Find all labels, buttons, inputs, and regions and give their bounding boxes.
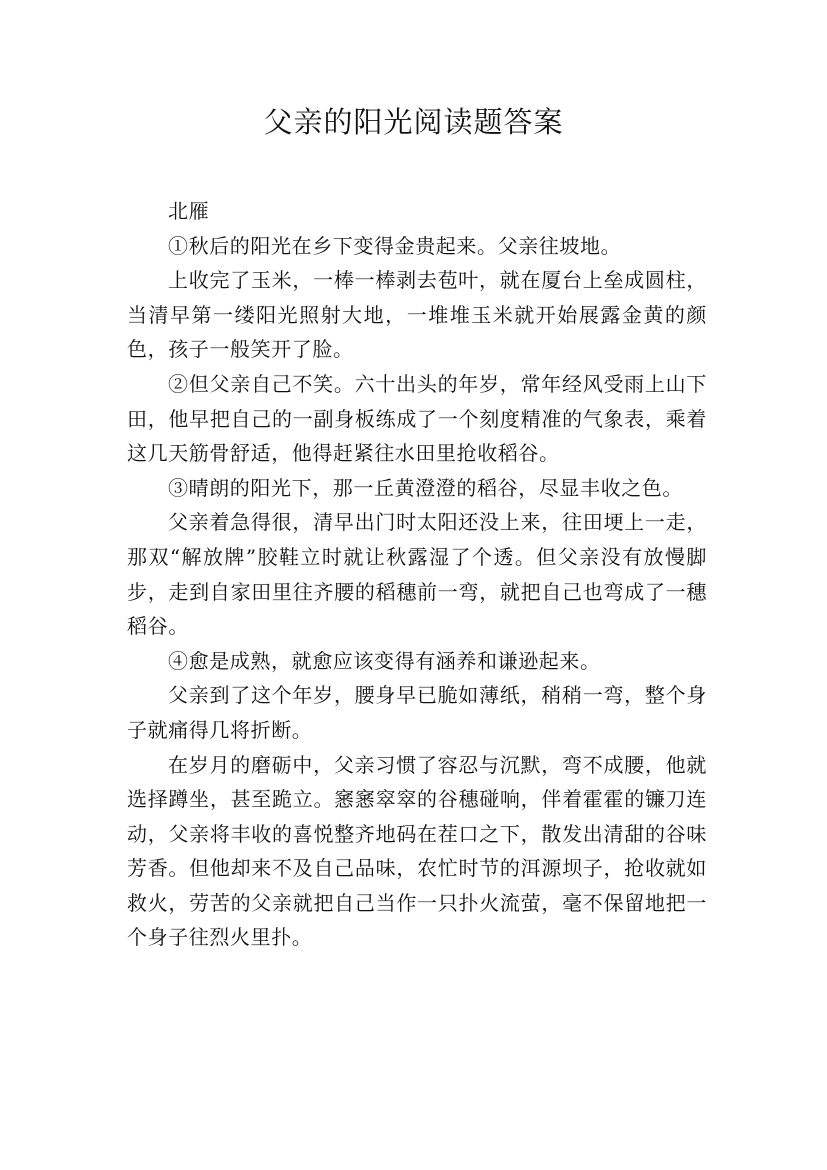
paragraph-8: 在岁月的磨砺中，父亲习惯了容忍与沉默，弯不成腰，他就选择蹲坐，甚至跪立。窸窸窣窣的谷穗碰响，伴着霍霍的镰刀连动，父亲将丰收的喜悦整齐地码在茬口之下，散发出清甜的谷味芳香。但他却来不及自己品味，农忙时节的洱源坝子，抢收就如救火，劳苦的父亲就把自己当作一只扑火流萤，毫不保留地把一个身子往烈火里扑。 bbox=[127, 752, 707, 950]
author-line: 北雁 bbox=[168, 199, 210, 223]
paragraph-2: 上收完了玉米，一棒一棒剥去苞叶，就在厦台上垒成圆柱，当清早第一缕阳光照射大地，一堆堆玉米就开始展露金黄的颜色，孩子一般笑开了脸。 bbox=[127, 268, 707, 362]
paragraph-1: ①秋后的阳光在乡下变得金贵起来。父亲往坡地。 bbox=[168, 233, 622, 258]
document-title: 父亲的阳光阅读题答案 bbox=[263, 105, 564, 139]
paragraph-3: ②但父亲自己不笑。六十出头的年岁，常年经风受雨上山下田，他早把自己的一副身板练成了一个刻度精准的气象表，乘着这几天筋骨舒适，他得赶紧往水田里抢收稻谷。 bbox=[127, 371, 707, 466]
paragraph-6: ④愈是成熟，就愈应该变得有涵养和谦逊起来。 bbox=[168, 648, 601, 673]
paragraph-7: 父亲到了这个年岁，腰身早已脆如薄纸，稍稍一弯，整个身子就痛得几将折断。 bbox=[127, 683, 707, 742]
paragraph-4: ③晴朗的阳光下，那一丘黄澄澄的稻谷，尽显丰收之色。 bbox=[168, 475, 683, 500]
paragraph-5: 父亲着急得很，清早出门时太阳还没上来，往田埂上一走，那双“解放牌”胶鞋立时就让秋露湿了个透。但父亲没有放慢脚步，走到自家田里往齐腰的稻穗前一弯，就把自己也弯成了一穗稻谷。 bbox=[127, 510, 707, 639]
document-body bbox=[127, 194, 707, 955]
